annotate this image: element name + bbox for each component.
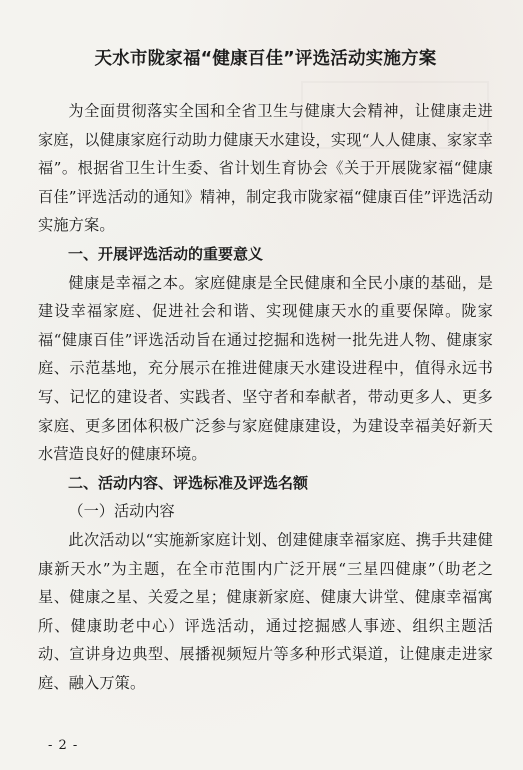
section-2-heading: 二、活动内容、评选标准及评选名额 — [68, 473, 309, 492]
section-2-paragraph: 此次活动以“实施新家庭计划、创建健康幸福家庭、携手共建健康新天水”为主题，在全市范围内广泛开展“三星四健康”（助老之星、健康之星、关爱之星；健康新家庭、健康大讲堂、健康幸福寓所、健康助老中心）评选活动，通过挖掘感人事迹、组织主题活动、宣讲身边典型、展播视频短片等多种形式渠道，让健康走进家庭、融入万策。 — [38, 530, 493, 692]
page-number: - 2 - — [48, 738, 79, 753]
section-2-subheading: （一）活动内容 — [68, 502, 175, 521]
document-title: 天水市陇家福“健康百佳”评选活动实施方案 — [94, 49, 437, 69]
section-1-paragraph: 健康是幸福之本。家庭健康是全民健康和全民小康的基础，是建设幸福家庭、促进社会和谐、实现健康天水的重要保障。陇家福“健康百佳”评选活动旨在通过挖掘和选树一批先进人物、健康家庭、示范基地，充分展示在推进健康天水建设进程中，值得永远书写、记忆的建设者、实践者、坚守者和奉献者，带动更多人、更多家庭、更多团体积极广泛参与家庭健康建设，为建设幸福美好新天水营造良好的健康环境。 — [38, 273, 493, 464]
intro-paragraph: 为全面贯彻落实全国和全省卫生与健康大会精神，让健康走进家庭，以健康家庭行动助力健康天水建设，实现“人人健康、家家幸福”。根据省卫生计生委、省计划生育协会《关于开展陇家福“健康百佳”评选活动的通知》精神，制定我市陇家福“健康百佳”评选活动实施方案。 — [38, 102, 493, 235]
section-1-heading: 一、开展评选活动的重要意义 — [68, 244, 264, 263]
